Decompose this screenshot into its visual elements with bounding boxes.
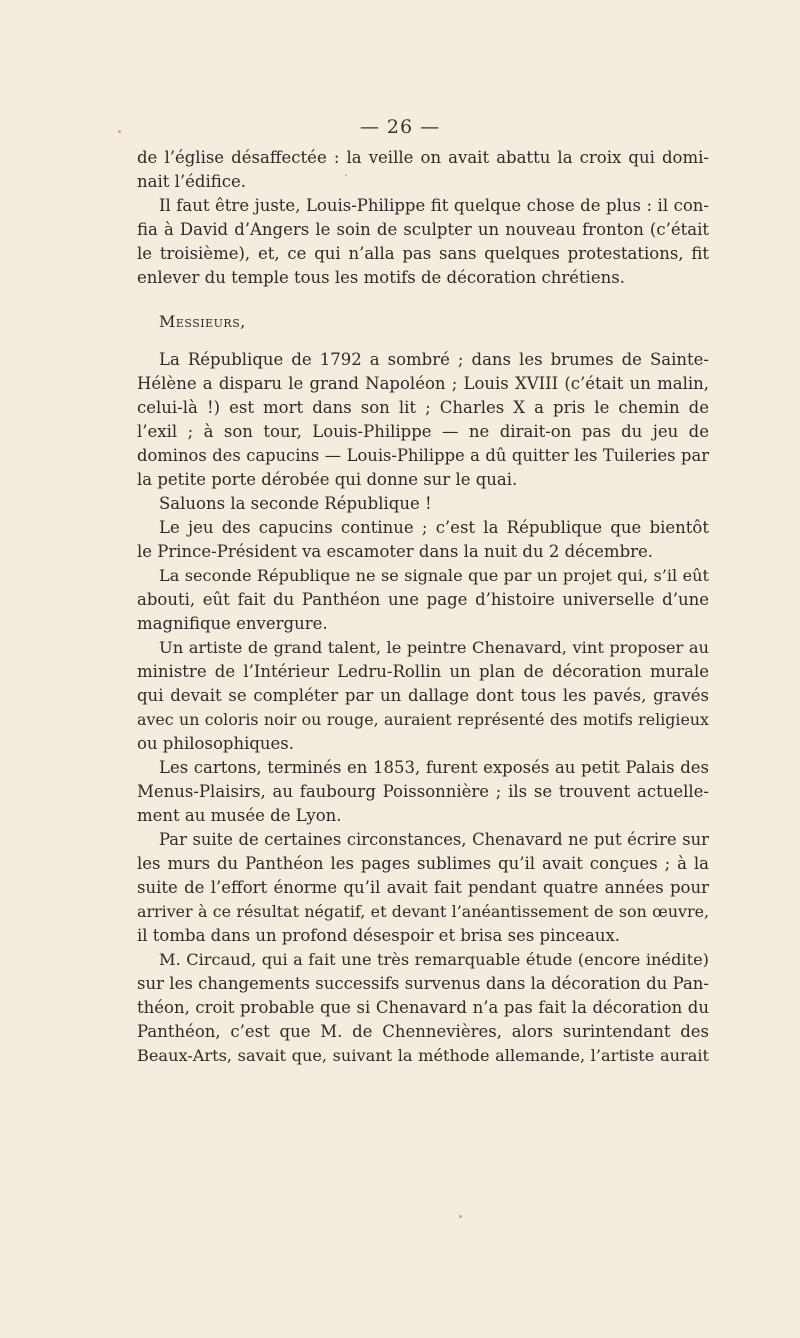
text-line: La seconde République ne se signale que par un projet qui, s’il eût <box>159 566 709 585</box>
paragraph <box>137 146 709 194</box>
text-line: enlever du temple tous les motifs de décoration chrétiens. <box>137 268 625 287</box>
text-line: ministre de l’Intérieur Ledru-Rollin un plan de décoration murale <box>137 662 709 681</box>
text-line: fia à David d’Angers le soin de sculpter un nouveau fronton (c’était <box>137 220 709 239</box>
page-number: — 26 — <box>359 116 441 138</box>
paragraph <box>137 756 709 828</box>
text-line: Il faut être juste, Louis-Philippe fit quelque chose de plus : il con- <box>159 196 709 215</box>
text-line: il tomba dans un profond désespoir et brisa ses pinceaux. <box>137 926 621 945</box>
text-line: l’exil ; à son tour, Louis-Philippe — ne dirait-on pas du jeu de <box>137 422 709 441</box>
text-line: Saluons la seconde République ! <box>159 494 432 513</box>
text-line: suite de l’effort énorme qu’il avait fait pendant quatre années pour <box>137 878 709 897</box>
paragraph <box>137 564 709 636</box>
paragraph <box>137 194 709 290</box>
paper-speck <box>345 174 347 176</box>
text-line: le Prince-Président va escamoter dans la nuit du 2 décembre. <box>137 542 654 561</box>
text-line: abouti, eût fait du Panthéon une page d’histoire universelle d’une <box>137 590 709 609</box>
text-line: nait l’édifice. <box>137 172 246 191</box>
text-line: dominos des capucins — Louis-Philippe a dû quitter les Tuileries par <box>137 446 709 465</box>
paragraph <box>137 492 709 516</box>
text-line: magnifique envergure. <box>137 614 328 633</box>
text-line: ou philosophiques. <box>137 734 295 753</box>
text-line: La République de 1792 a sombré ; dans les brumes de Sainte- <box>159 350 709 369</box>
salutation-heading: Messieurs, <box>159 312 246 331</box>
paper-speck <box>118 130 121 133</box>
paragraph <box>137 348 709 492</box>
text-line: théon, croit probable que si Chenavard n’a pas fait la décoration du <box>137 998 709 1017</box>
paragraph <box>137 516 709 564</box>
text-line: M. Circaud, qui a fait une très remarquable étude (encore inédite) <box>159 950 709 969</box>
text-line: de l’église désaffectée : la veille on avait abattu la croix qui domi- <box>137 148 709 167</box>
text-line: Le jeu des capucins continue ; c’est la République que bientôt <box>159 518 709 537</box>
text-line: la petite porte dérobée qui donne sur le quai. <box>137 470 518 489</box>
text-line: avec un coloris noir ou rouge, auraient représenté des motifs religieux <box>137 710 709 729</box>
text-line: celui-là !) est mort dans son lit ; Charles X a pris le chemin de <box>137 398 709 417</box>
text-line: les murs du Panthéon les pages sublimes qu’il avait conçues ; à la <box>137 854 709 873</box>
paragraph <box>137 636 709 756</box>
paragraph <box>137 828 709 948</box>
text-line: Par suite de certaines circonstances, Chenavard ne put écrire sur <box>159 830 709 849</box>
text-line: Les cartons, terminés en 1853, furent exposés au petit Palais des <box>159 758 709 777</box>
paragraph <box>137 948 709 1068</box>
text-line: Panthéon, c’est que M. de Chennevières, alors surintendant des <box>137 1022 709 1041</box>
text-line: arriver à ce résultat négatif, et devant l’anéantissement de son œuvre, <box>137 902 709 921</box>
text-line: Beaux-Arts, savait que, suivant la méthode allemande, l’artiste aurait <box>137 1046 709 1065</box>
text-line: Hélène a disparu le grand Napoléon ; Louis XVIII (c’était un malin, <box>137 374 709 393</box>
text-line: Un artiste de grand talent, le peintre Chenavard, vint proposer au <box>159 638 709 657</box>
paper-speck <box>459 1215 462 1218</box>
text-line: Menus-Plaisirs, au faubourg Poissonnière ; ils se trouvent actuelle- <box>137 782 709 801</box>
text-line: qui devait se compléter par un dallage dont tous les pavés, gravés <box>137 686 709 705</box>
text-line: sur les changements successifs survenus dans la décoration du Pan- <box>137 974 709 993</box>
text-line: ment au musée de Lyon. <box>137 806 342 825</box>
text-line: le troisième), et, ce qui n’alla pas sans quelques protestations, fit <box>137 244 709 263</box>
body-text <box>137 146 709 1068</box>
